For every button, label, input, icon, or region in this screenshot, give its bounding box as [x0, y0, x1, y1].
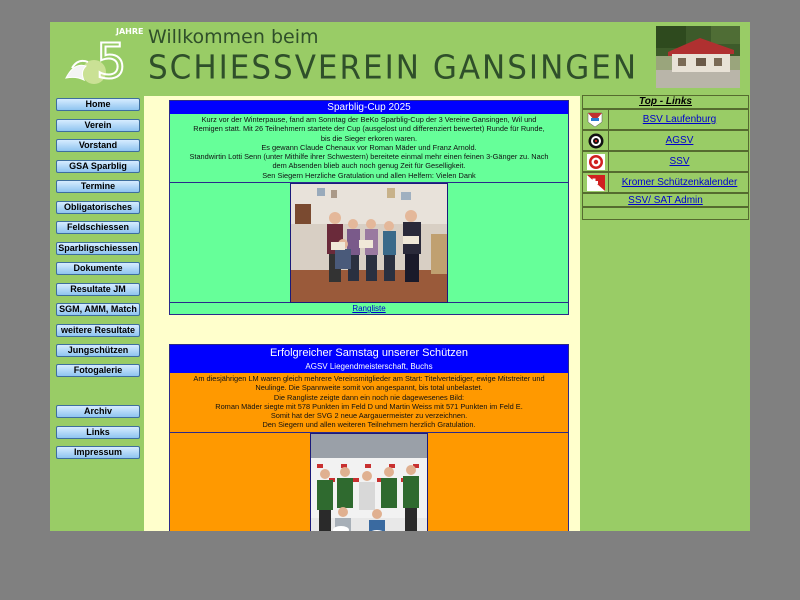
ssv-target-icon: [586, 154, 606, 170]
nav-button-jungschützen[interactable]: Jungschützen: [56, 344, 140, 357]
news-link-row: [170, 302, 568, 314]
news-line: Sen Siegern Herzliche Gratulation und allen Helfern: Vielen Dank: [262, 170, 476, 180]
link-row-ssv[interactable]: [582, 151, 749, 172]
news-line: Somit hat der SVG 2 neue Aargauermeister zu verzeichnen.: [270, 411, 468, 421]
news-item-sparblig-cup: [169, 100, 569, 315]
nav-button-links[interactable]: Links: [56, 426, 140, 439]
nav-button-resultate-jm[interactable]: Resultate JM: [56, 283, 140, 296]
nav-button-weitere-resultate[interactable]: weitere Resultate: [56, 324, 140, 337]
link-kromer-schuetzenkalender[interactable]: Kromer Schützenkalender: [621, 177, 738, 188]
link-row-separator: [608, 131, 609, 150]
news-line: Kurz vor der Winterpause, fand am Sonntag der BeKo Sparblig-Cup der 3 Vereine Gansingen, Wil und: [201, 115, 537, 124]
liegendmeisterschaft-team-photo[interactable]: [310, 433, 428, 531]
link-row-admin[interactable]: [582, 193, 749, 207]
sparblig-cup-winners-photo[interactable]: [290, 183, 448, 303]
link-row-kromer[interactable]: [582, 172, 749, 193]
club-name-title: SCHIESSVEREIN GANSINGEN: [148, 49, 639, 87]
rangliste-link[interactable]: Rangliste: [352, 304, 386, 314]
link-row-separator: [608, 110, 609, 129]
news-item-liegendmeisterschaft: [169, 344, 569, 531]
nav-button-home[interactable]: Home: [56, 98, 140, 111]
clubhouse-photo: [656, 26, 740, 88]
news-image-area: [170, 432, 568, 531]
news-image-area: [170, 182, 568, 302]
nav-button-termine[interactable]: Termine: [56, 180, 140, 193]
news-line: bis die Sieger erkoren waren.: [320, 133, 418, 143]
nav-button-verein[interactable]: Verein: [56, 119, 140, 132]
swiss-cross-icon: [586, 175, 606, 191]
news-text: [170, 114, 568, 182]
link-row-separator: [608, 173, 609, 192]
svg-text:JAHRE: JAHRE: [116, 27, 144, 36]
link-row-laufenburg[interactable]: [582, 109, 749, 130]
link-bsv-laufenburg[interactable]: BSV Laufenburg: [642, 114, 717, 125]
news-title: Erfolgreicher Samstag unserer Schützen: [170, 345, 568, 362]
link-row-agsv[interactable]: [582, 130, 749, 151]
nav-button-gsa-sparblig[interactable]: GSA Sparblig: [56, 160, 140, 173]
link-agsv[interactable]: AGSV: [665, 135, 694, 146]
nav-button-vorstand[interactable]: Vorstand: [56, 139, 140, 152]
news-title: Sparblig-Cup 2025: [170, 101, 568, 114]
nav-button-sgm-amm-match[interactable]: SGM, AMM, Match: [56, 303, 140, 316]
laufenburg-crest-icon: [586, 112, 606, 128]
link-ssv-sat-admin[interactable]: SSV/ SAT Admin: [628, 194, 703, 206]
nav-button-impressum[interactable]: Impressum: [56, 446, 140, 459]
news-line: Den Siegern und allen weiteren Teilnehmern herzlich Gratulation.: [262, 420, 476, 430]
news-line: Es gewann Claude Chenaux vor Roman Mäder und Franz Arnold.: [261, 142, 477, 152]
nav-button-archiv[interactable]: Archiv: [56, 405, 140, 418]
link-ssv[interactable]: SSV: [669, 156, 690, 167]
empty-link-row: [582, 207, 749, 220]
news-line: Neulinge. Die Spannweite somit von angespannt, bis total unbelastet.: [255, 383, 483, 393]
nav-button-feldschiessen[interactable]: Feldschiessen: [56, 221, 140, 234]
top-links-title: Top - Links: [639, 96, 692, 107]
news-line: Die Rangliste zeigte dann ein noch nie dagewesenes Bild:: [273, 392, 465, 402]
nav-button-fotogalerie[interactable]: Fotogalerie: [56, 364, 140, 377]
news-line: Standwirtin Lotti Senn (unter Mithilfe ihrer Schwestern) bereitete einmal mehr einen feinen 3-Gänger zu. Nach: [189, 152, 549, 162]
news-line: Am diesjährigen LM waren gleich mehrere Vereinsmitglieder am Start: Titelverteidiger, ewige Mitstreiter und: [193, 374, 545, 383]
top-links-header: [582, 95, 749, 109]
svg-text:5: 5: [96, 34, 127, 90]
news-line: dem Absenden blieb auch noch genug Zeit für Geselligkeit.: [272, 161, 466, 171]
welcome-text: Willkommen beim: [148, 26, 319, 48]
club-anniversary-logo: [58, 22, 146, 90]
nav-button-obligatorisches[interactable]: Obligatorisches: [56, 201, 140, 214]
news-subtitle: AGSV Liegendmeisterschaft, Buchs: [170, 362, 568, 373]
link-row-separator: [608, 152, 609, 171]
nav-button-sparbligschiessen[interactable]: Sparbligschiessen: [56, 242, 140, 255]
agsv-target-icon: [586, 133, 606, 149]
nav-button-dokumente[interactable]: Dokumente: [56, 262, 140, 275]
main-content: [144, 96, 580, 531]
page-frame: [50, 22, 750, 531]
news-line: Roman Mäder siegte mit 578 Punkten im Feld D und Martin Weiss mit 571 Punkten im Feld E.: [215, 401, 523, 411]
news-text: [170, 373, 568, 432]
news-line: Remigen statt. Mit 26 Teilnehmern startete der Cup (ausgelost und differenziert bewertet) Runde für Runde,: [193, 124, 545, 134]
